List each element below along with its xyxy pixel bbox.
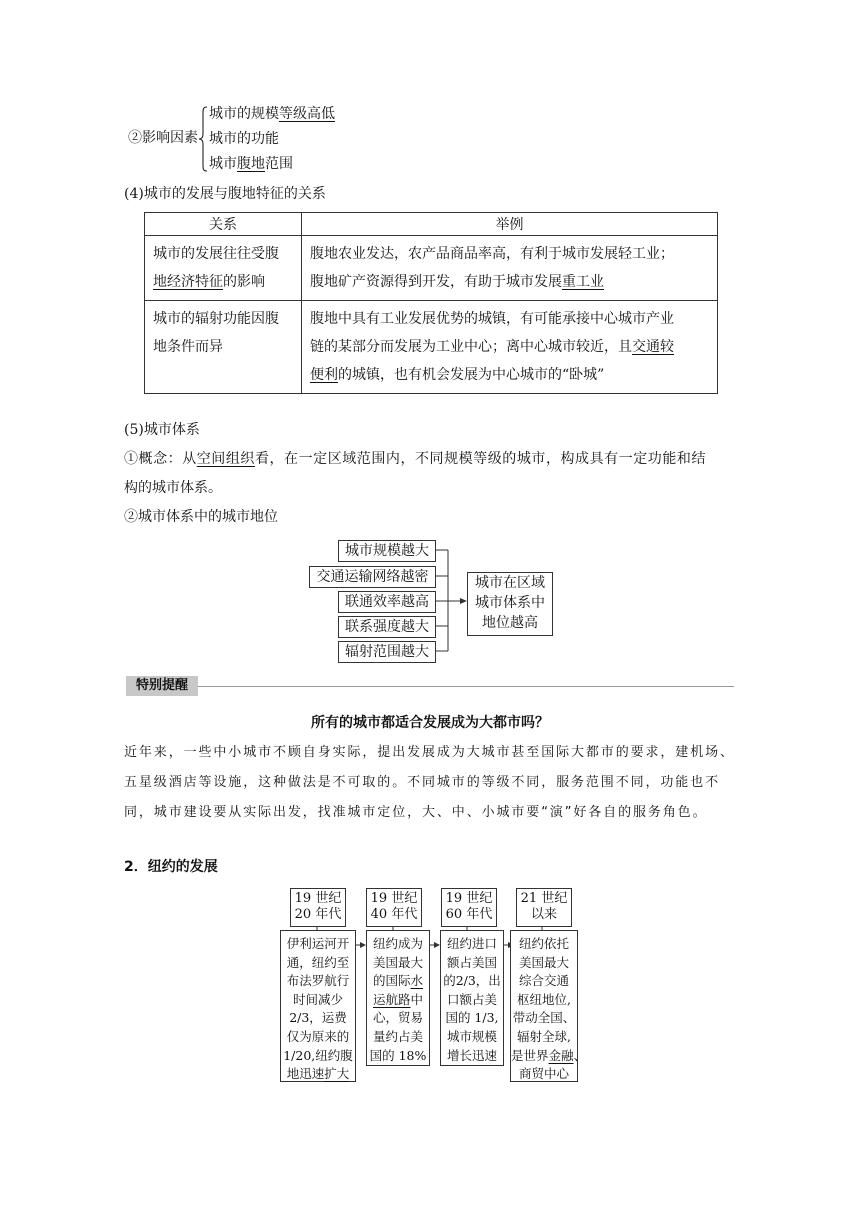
position-heading: ②城市体系中的城市地位 xyxy=(124,509,278,525)
tip-divider xyxy=(198,686,734,687)
concept-text: ①概念：从空间组织看，在一定区域范围内，不同规模等级的城市，构成具有一定功能和结 xyxy=(124,451,707,467)
hierarchy-factor-box: 联通效率越高 xyxy=(338,591,436,613)
period-box: 19 世纪 60 年代 xyxy=(441,888,497,927)
table-header-row xyxy=(145,213,718,236)
table-cell-example: 腹地中具有工业发展优势的城镇，有可能承接中心城市产业 链的某部分而发展为工业中心；离中心城市较近，且交通较 便利的城镇，也有机会发展为中心城市的“卧城” xyxy=(302,301,718,394)
table-row xyxy=(145,301,718,394)
table-cell-example: 腹地农业发达，农产品商品率高，有利于城市发展轻工业； 腹地矿产资源得到开发，有助于城市发展重工业 xyxy=(302,236,718,301)
newyork-heading: 2．纽约的发展 xyxy=(124,859,218,875)
table-row xyxy=(145,236,718,301)
stage-box: 纽约成为 美国最大 的国际水 运航路中 心，贸易 量约占美 国的 18% xyxy=(366,930,430,1066)
factor-item: 城市的规模等级高低 xyxy=(209,106,335,122)
factor-item: 城市的功能 xyxy=(209,131,279,147)
brace-icon xyxy=(198,106,208,172)
table-cell-relation: 城市的辐射功能因腹 地条件而异 xyxy=(145,301,302,394)
concept-text-cont: 构的城市体系。 xyxy=(124,480,222,496)
period-box: 21 世纪 以来 xyxy=(516,888,572,927)
table-header-example: 举例 xyxy=(302,213,718,236)
tip-line: 近年来，一些中小城市不顾自身实际，提出发展成为大城市甚至国际大都市的要求，建机场、 xyxy=(124,745,735,760)
period-box: 19 世纪 40 年代 xyxy=(366,888,422,927)
stage-box: 伊利运河开 通，纽约至 布法罗航行 时间减少 2/3，运费 仅为原来的 1/20,纽约腹 地迅速扩大 xyxy=(280,930,356,1082)
tip-body xyxy=(124,738,736,828)
section4-heading: (4)城市的发展与腹地特征的关系 xyxy=(124,186,326,202)
stage-box: 纽约进口 额占美国 的2/3，出 口额占美 国的 1/3, 城市规模 增长迅速 xyxy=(440,930,504,1066)
hierarchy-factor-box: 城市规模越大 xyxy=(338,540,436,562)
factor-item: 城市腹地范围 xyxy=(209,156,293,172)
tip-label: 特别提醒 xyxy=(126,676,198,696)
hierarchy-factor-box: 辐射范围越大 xyxy=(338,641,436,663)
relation-table xyxy=(144,212,718,394)
hierarchy-result-box: 城市在区域 城市体系中 地位越高 xyxy=(467,572,553,636)
factors-label: ②影响因素 xyxy=(128,130,198,146)
table-header-relation: 关系 xyxy=(145,213,302,236)
stage-box: 纽约依托 美国最大 综合交通 枢纽地位, 带动全国、 辐射全球, 是世界金融、 商贸中心 xyxy=(510,930,578,1082)
table-cell-relation: 城市的发展往往受腹 地经济特征的影响 xyxy=(145,236,302,301)
tip-question: 所有的城市都适合发展成为大都市吗？ xyxy=(311,715,549,731)
hierarchy-factor-box: 联系强度越大 xyxy=(338,616,436,638)
tip-line: 五星级酒店等设施，这种做法是不可取的。不同城市的等级不同，服务范围不同，功能也不 xyxy=(124,775,721,790)
section5-heading: (5)城市体系 xyxy=(124,422,200,438)
hierarchy-factor-box: 交通运输网络越密 xyxy=(309,566,436,588)
tip-line: 同，城市建设要从实际出发，找准城市定位，大、中、小城市要“演”好各自的服务角色。 xyxy=(124,805,708,820)
period-box: 19 世纪 20 年代 xyxy=(290,888,346,927)
